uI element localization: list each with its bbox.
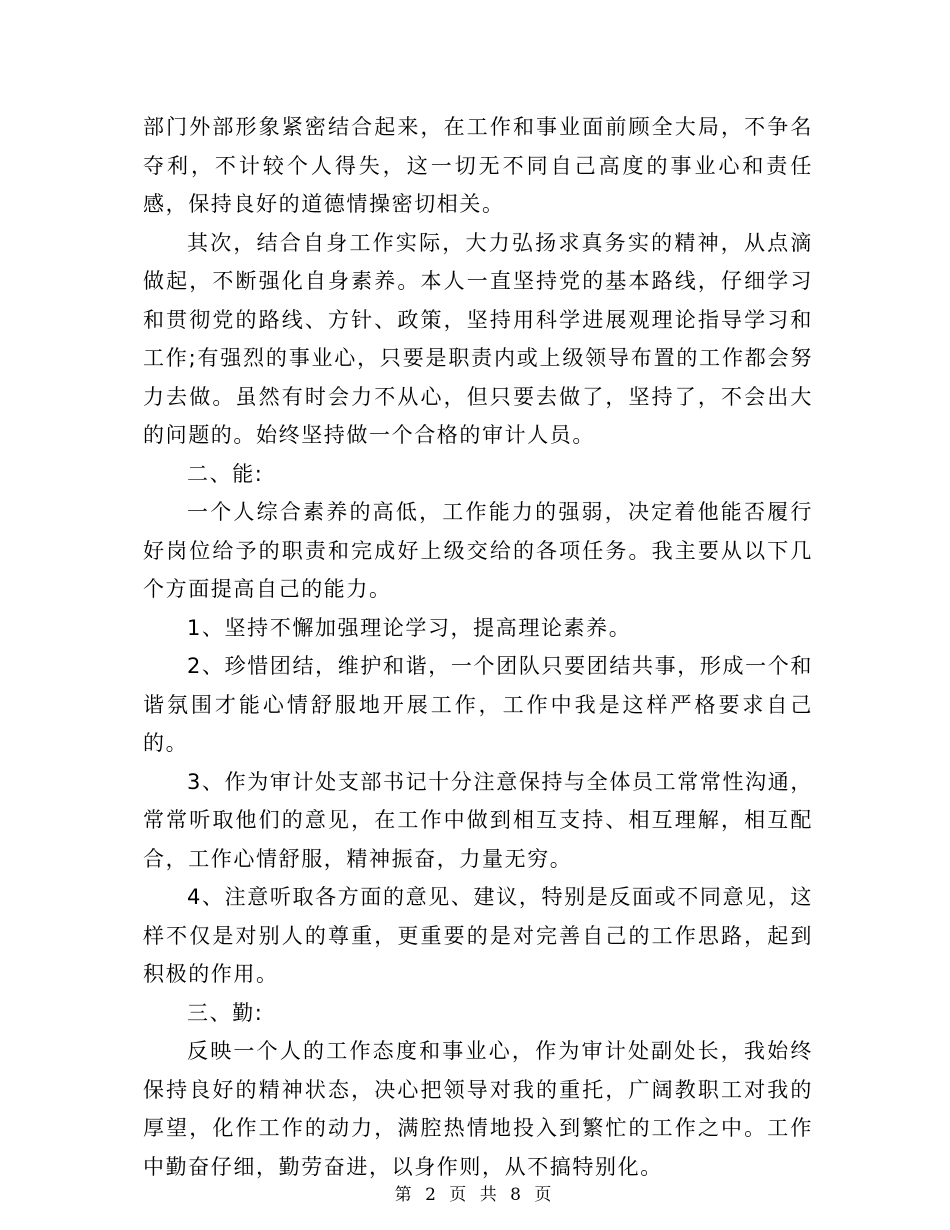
list-item-3: 3、作为审计处支部书记十分注意保持与全体员工常常性沟通，常常听取他们的意见，在工作中做到相互支持、相互理解，相互配合，工作心情舒服，精神振奋，力量无穷。	[143, 769, 813, 871]
page-number-footer: 第 2 页 共 8 页	[394, 1185, 556, 1205]
paragraph-continuation: 部门外部形象紧密结合起来，在工作和事业面前顾全大局，不争名夺利，不计较个人得失，这一切无不同自己高度的事业心和责任感，保持良好的道德情操密切相关。	[143, 115, 813, 216]
list-item-1: 1、坚持不懈加强理论学习，提高理论素养。	[187, 615, 632, 640]
list-item-2: 2、珍惜团结，维护和谐，一个团队只要团结共事，形成一个和谐氛围才能心情舒服地开展工作，工作中我是这样严格要求自己的。	[143, 654, 813, 755]
list-item-4: 4、注意听取各方面的意见、建议，特别是反面或不同意见，这样不仅是对别人的尊重，更重要的是对完善自己的工作思路，起到积极的作用。	[143, 885, 813, 986]
section-heading-ability: 二、能:	[187, 461, 264, 486]
document-body	[143, 108, 813, 1186]
paragraph-diligence: 反映一个人的工作态度和事业心，作为审计处副处长，我始终保持良好的精神状态，决心把领导对我的重托，广阔教职工对我的厚望，化作工作的动力，满腔热情地投入到繁忙的工作之中。工作中勤奋仔细，勤劳奋进，以身作则，从不搞特别化。	[143, 1039, 813, 1179]
section-heading-diligence: 三、勤:	[187, 1000, 264, 1025]
paragraph-ability-intro: 一个人综合素养的高低，工作能力的强弱，决定着他能否履行好岗位给予的职责和完成好上级交给的各项任务。我主要从以下几个方面提高自己的能力。	[143, 500, 813, 601]
paragraph-secondly: 其次，结合自身工作实际，大力弘扬求真务实的精神，从点滴做起，不断强化自身素养。本人一直坚持党的基本路线，仔细学习和贯彻党的路线、方针、政策，坚持用科学进展观理论指导学习和工作;有强烈的事业心，只要是职责内或上级领导布置的工作都会努力去做。虽然有时会力不从心，但只要去做了，坚持了，不会出大的问题的。始终坚持做一个合格的审计人员。	[143, 230, 813, 447]
